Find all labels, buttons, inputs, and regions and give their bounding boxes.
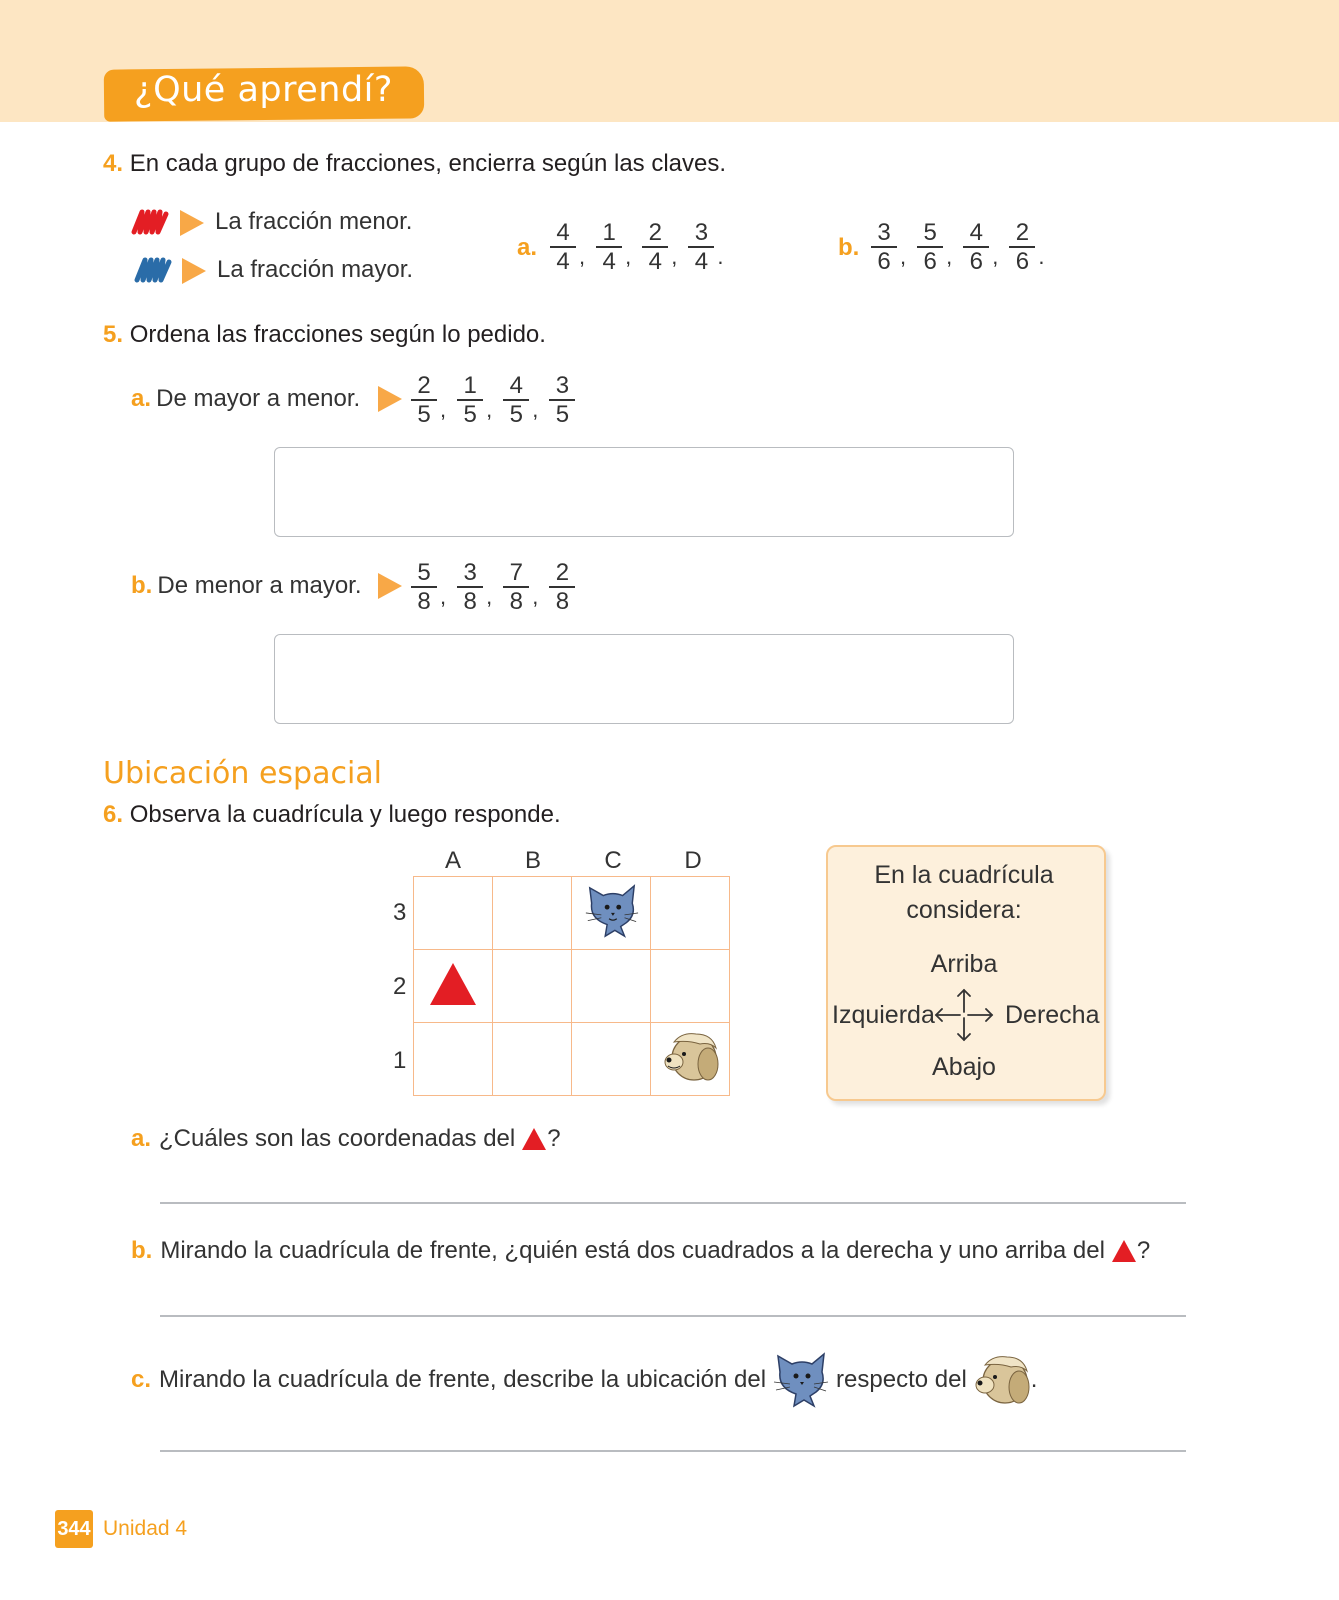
q5a-prompt (131, 385, 360, 413)
question-4 (103, 150, 726, 178)
fraction-group-5b: $\frac{5}{8}$ , $\frac{3}{8}$ , $\frac{7}{8}$ , $\frac{2}{8}$ (408, 560, 578, 624)
q6c-prompt (131, 1350, 1037, 1410)
question-number: 6. (103, 801, 124, 828)
q5b-prompt (131, 572, 362, 600)
q6b-prompt (131, 1237, 1150, 1265)
grid-row-label: 2 (393, 973, 407, 1000)
grid-cell-b3 (493, 877, 572, 950)
answer-line-6c[interactable] (160, 1450, 1186, 1452)
item-label: b. (838, 234, 860, 261)
grid-col-label: B (524, 847, 541, 874)
play-triangle-icon (378, 386, 402, 412)
fraction: $\frac{3}{4}$ (688, 220, 714, 276)
grid-cell-a2 (414, 950, 493, 1023)
item-label: b. (131, 1237, 153, 1264)
dog-icon (971, 1351, 1031, 1409)
play-triangle-icon (182, 258, 206, 284)
info-down: Abajo (932, 1053, 996, 1081)
question-6 (103, 801, 561, 829)
item-end: . (1030, 1366, 1038, 1393)
grid-cell-b2 (493, 950, 572, 1023)
answer-box-5a[interactable] (274, 447, 1014, 537)
item-label: c. (131, 1366, 152, 1393)
fraction: $\frac{4}{6}$ (963, 220, 989, 276)
key-label-min: La fracción menor. (215, 208, 413, 235)
fraction-group-4a: $\frac{4}{4}$ , $\frac{1}{4}$ , $\frac{2}{4}$ , $\frac{3}{4}$ . (547, 220, 732, 284)
item-end: ? (547, 1125, 561, 1152)
item-text: De menor a mayor. (157, 572, 362, 599)
coordinate-grid (413, 876, 730, 1096)
fraction: $\frac{5}{6}$ (917, 220, 943, 276)
grid-cell-d3 (651, 877, 730, 950)
item-text: ¿Cuáles son las coordenadas del (159, 1125, 516, 1152)
grid-cell-a1 (414, 1023, 493, 1096)
answer-line-6b[interactable] (160, 1315, 1186, 1317)
grid-col-label: C (604, 847, 622, 874)
question-text: En cada grupo de fracciones, encierra según las claves. (129, 150, 727, 177)
question-number: 5. (103, 321, 124, 348)
fraction: $\frac{3}{8}$ (457, 560, 483, 616)
question-5 (103, 321, 546, 349)
info-line-2: considera: (906, 896, 1022, 924)
grid-cell-c1 (572, 1023, 651, 1096)
fraction: $\frac{3}{5}$ (549, 373, 575, 429)
fraction: $\frac{2}{4}$ (642, 220, 668, 276)
grid-cell-d2 (651, 950, 730, 1023)
fraction: $\frac{2}{5}$ (411, 373, 437, 429)
fraction: $\frac{1}{5}$ (457, 373, 483, 429)
question-text: Observa la cuadrícula y luego responde. (129, 801, 561, 828)
red-triangle-icon (521, 1127, 547, 1151)
item-label: a. (131, 385, 152, 412)
arrows-cross-icon (932, 986, 996, 1044)
cat-icon (582, 882, 640, 940)
item-text: respecto del (836, 1366, 967, 1393)
fraction: $\frac{4}{5}$ (503, 373, 529, 429)
fraction: $\frac{4}{4}$ (550, 220, 576, 276)
fraction: $\frac{2}{6}$ (1009, 220, 1035, 276)
scribble-blue-icon (133, 254, 173, 286)
question-text: Ordena las fracciones según lo pedido. (129, 321, 546, 348)
grid-col-label: A (444, 847, 461, 874)
page-number: 344 (55, 1510, 93, 1548)
unit-label: Unidad 4 (103, 1517, 188, 1540)
fraction: $\frac{7}{8}$ (503, 560, 529, 616)
fraction-group-5a: $\frac{2}{5}$ , $\frac{1}{5}$ , $\frac{4}{5}$ , $\frac{3}{5}$ (408, 373, 578, 437)
item-text: De mayor a menor. (156, 385, 361, 412)
grid-col-label: D (684, 847, 702, 874)
info-line-1: En la cuadrícula (874, 861, 1054, 889)
page-title: ¿Qué aprendí? (134, 70, 393, 110)
question-number: 4. (103, 150, 124, 177)
item-end: ? (1136, 1237, 1151, 1264)
item-label: a. (131, 1125, 152, 1152)
grid-cell-b1 (493, 1023, 572, 1096)
info-up: Arriba (930, 950, 998, 978)
item-label: b. (131, 572, 153, 599)
fraction: $\frac{5}{8}$ (411, 560, 437, 616)
dog-icon (660, 1028, 720, 1086)
fraction-group-4b: $\frac{3}{6}$ , $\frac{5}{6}$ , $\frac{4}{6}$ , $\frac{2}{6}$ . (868, 220, 1053, 284)
info-right: Derecha (1005, 1001, 1100, 1029)
grid-row-label: 3 (393, 899, 407, 926)
play-triangle-icon (180, 210, 204, 236)
grid-row-label: 1 (393, 1047, 407, 1074)
grid-cell-d1 (651, 1023, 730, 1096)
scribble-red-icon (130, 206, 170, 238)
cat-icon (770, 1350, 830, 1410)
answer-line-6a[interactable] (160, 1202, 1186, 1204)
section-title: Ubicación espacial (103, 756, 383, 791)
grid-cell-c3 (572, 877, 651, 950)
item-text: Mirando la cuadrícula de frente, describe la ubicación del (159, 1366, 767, 1393)
grid-cell-a3 (414, 877, 493, 950)
key-label-max: La fracción mayor. (217, 256, 414, 283)
grid-cell-c2 (572, 950, 651, 1023)
play-triangle-icon (378, 573, 402, 599)
fraction: $\frac{1}{4}$ (596, 220, 622, 276)
red-triangle-icon (428, 961, 478, 1007)
fraction: $\frac{3}{6}$ (871, 220, 897, 276)
red-triangle-icon (1111, 1239, 1137, 1263)
info-left: Izquierda (832, 1001, 935, 1029)
answer-box-5b[interactable] (274, 634, 1014, 724)
item-label: a. (517, 234, 538, 261)
q6a-prompt (131, 1125, 561, 1153)
fraction: $\frac{2}{8}$ (549, 560, 575, 616)
item-text: Mirando la cuadrícula de frente, ¿quién está dos cuadrados a la derecha y uno arriba del (160, 1237, 1105, 1264)
